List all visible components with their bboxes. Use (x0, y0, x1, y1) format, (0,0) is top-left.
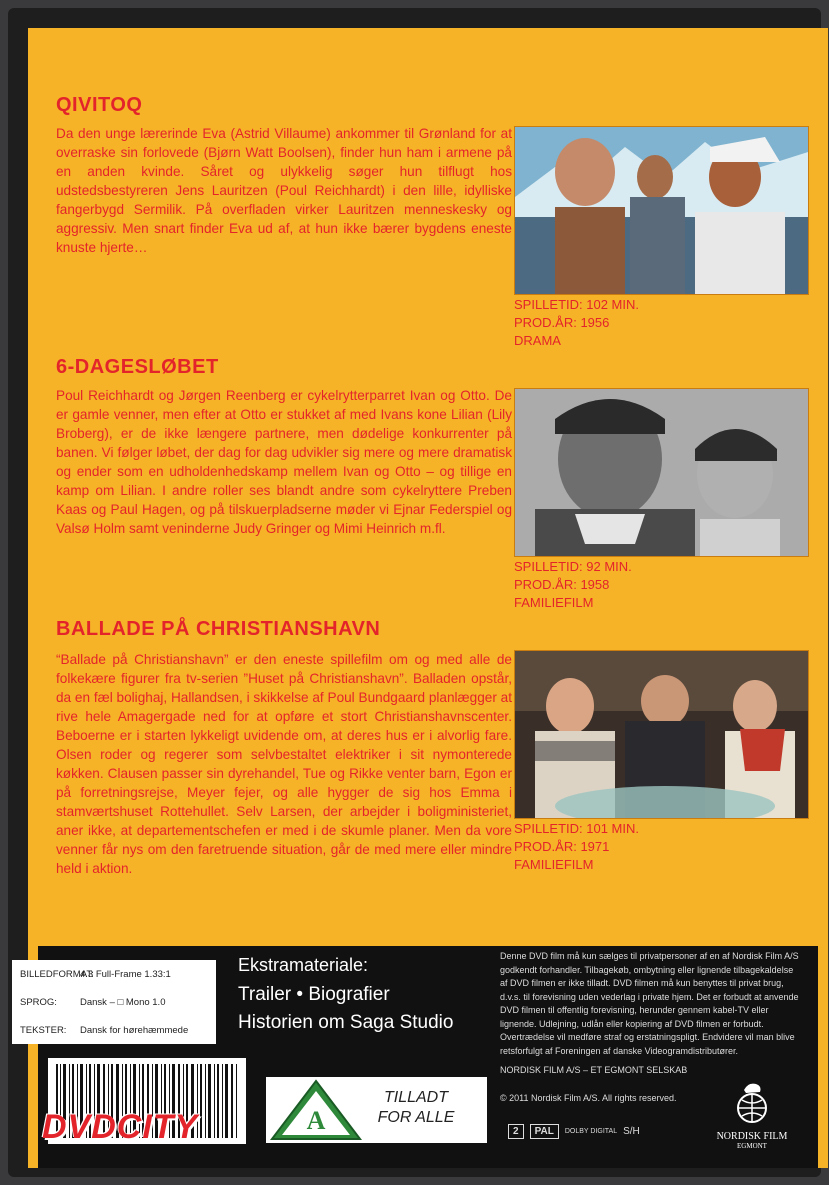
rating-line: FOR ALLE (377, 1109, 455, 1126)
movie-title: QIVITOQ (56, 94, 143, 116)
movie-still-ballade (514, 650, 809, 819)
spec-row (12, 960, 216, 988)
extras-line: Historien om Saga Studio (238, 1012, 454, 1033)
genre: FAMILIEFILM (514, 857, 594, 872)
runtime: SPILLETID: 92 MIN. (514, 559, 632, 574)
spec-row (12, 1016, 216, 1044)
spec-value: Dansk for hørehæmmede (80, 1024, 189, 1036)
rating-line: TILLADT (383, 1089, 448, 1106)
movie-description: Da den unge lærerinde Eva (Astrid Villaume) ankommer til Grønland for at overraske sin forlovede (Bjørn Watt Boolsen), finder hun ham i armene på en anden kvinde. Såret og ulykkelig søger hun tilflugt hos udstedsbestyreren Jens Lauritzen (Poul Reichhardt) i den lille, idylliske fangerbygd Sermilik. På overfladen virker Lauritzen menneskesky og aggressiv. Men snart finder Eva ud af, at hun ikke bærer bygdens eneste knuste hjerte… (56, 126, 512, 255)
extras-heading: Ekstramateriale: (238, 955, 369, 975)
movie-description: “Ballade på Christianshavn” er den eneste spillefilm om og med alle de folkekære figurer fra tv-serien ”Huset på Christianshavn”. Balladen opstår, da en fæl bolighaj, Hallandsen, i skikkelse af Poul Bundgaard planlægger at rive hele Amagergade ned for at opføre et stort Christianshavnscenter. Beboerne er i starten lykkeligt uvidende om, at deres hus er i alvorlig fare. Olsen roder og regerer som selvbestaltet elektriker i sit nymonterede køkken. Clausen passer sin dyrehandel, Tue og Rikke venter barn, Egon er på forretningsrejse, Meyer fejer, og alle hygger de sig hos Emma i stamværtshuset Rottehullet. Selv Larsen, der arbejder i boligministeriet, aner ikke, at departementschefen er med i de skumle planer. Men da vore venner får nys om den faretruende situation, går de med mere eller mindre held i aktion. (56, 652, 512, 876)
movie-title: BALLADE PÅ CHRISTIANSHAVN (56, 618, 381, 640)
pal-icon: PAL (530, 1124, 559, 1139)
egmont-name: EGMONT (737, 1142, 767, 1150)
region-icon: 2 (508, 1124, 524, 1139)
legal-notice: Denne DVD film må kun sælges til privatpersoner af en af Nordisk Film A/S godkendt forhandler. Tilbagekøb, ombytning eller lignende tilbagekaldelse af DVD filmen er ikke tilladt. DVD filmen må kun benyttes til privat brug, d.v.s. til forevisning uden vederlag i private hjem. Det er forbudt at anvende DVD filmen til offentlig forevisning, herunder gennem kabel-TV eller lignende. Udlejning, udlån eller kopiering af DVD filmen er forbudt. Overtrædelse vil medføre straf og erstatningspligt. Endvidere vil man blive retsforfulgt af Foreningen af danske Videogramdistributører. (500, 951, 799, 1056)
nordisk-film-name: NORDISK FILM (716, 1131, 788, 1142)
legal-company: NORDISK FILM A/S – ET EGMONT SELSKAB (500, 1065, 688, 1075)
nordisk-film-logo (712, 1080, 792, 1150)
genre: FAMILIEFILM (514, 595, 594, 610)
polar-bear-globe-icon (732, 1080, 772, 1124)
rating-text (366, 1088, 466, 1128)
production-year: PROD.ÅR: 1956 (514, 315, 610, 330)
spec-key: TEKSTER: (20, 1024, 67, 1036)
production-year: PROD.ÅR: 1971 (514, 839, 610, 854)
spec-key: SPROG: (20, 996, 57, 1008)
spec-row (12, 988, 216, 1016)
genre: DRAMA (514, 333, 561, 348)
movie-still-6-dageslobet (514, 388, 809, 557)
subtitle-icon: S/H (623, 1126, 640, 1137)
spec-value: Dansk – □ Mono 1.0 (80, 996, 166, 1008)
legal-copyright: © 2011 Nordisk Film A/S. All rights reserved. (500, 1092, 677, 1103)
spec-key: BILLEDFORMAT: (20, 968, 94, 980)
format-logos (508, 1124, 640, 1139)
spec-value: 4.3 Full-Frame 1.33:1 (80, 968, 171, 980)
movie-description: Poul Reichhardt og Jørgen Reenberg er cykelrytterparret Ivan og Otto. De er gamle venner, men efter at Otto er stukket af med Ivans kone Lilian (Lily Broberg), er de ikke længere partnere, men dødelige konkurrenter på banen. Vi følger løbet, der dag for dag udvikler sig mere og mere dramatisk og ender som en udholdenhedskamp mellem Ivan og Otto – og tillige en kamp om Lilian. I andre roller ses blandt andre som cykelryttere Preben Kaas og Paul Hagen, og på tilskuerpladserne møder vi Ejnar Federspiel og Valsø Holm samt veninderne Judy Gringer og Mimi Heinrich m.fl. (56, 388, 512, 536)
movie-title: 6-DAGESLØBET (56, 356, 219, 378)
runtime: SPILLETID: 102 MIN. (514, 297, 639, 312)
extras-section (238, 955, 453, 1037)
production-year: PROD.ÅR: 1958 (514, 577, 610, 592)
movie-meta (514, 820, 639, 874)
rating-letter: A (306, 1106, 326, 1135)
movie-meta (514, 558, 632, 612)
rating-triangle-icon (266, 1077, 366, 1143)
watermark-logo: DVDCITY (42, 1108, 199, 1146)
movie-meta (514, 296, 639, 350)
movie-still-qivitoq (514, 126, 809, 295)
runtime: SPILLETID: 101 MIN. (514, 821, 639, 836)
extras-line: Trailer • Biografier (238, 984, 390, 1005)
dolby-icon: DOLBY DIGITAL (564, 1128, 618, 1135)
